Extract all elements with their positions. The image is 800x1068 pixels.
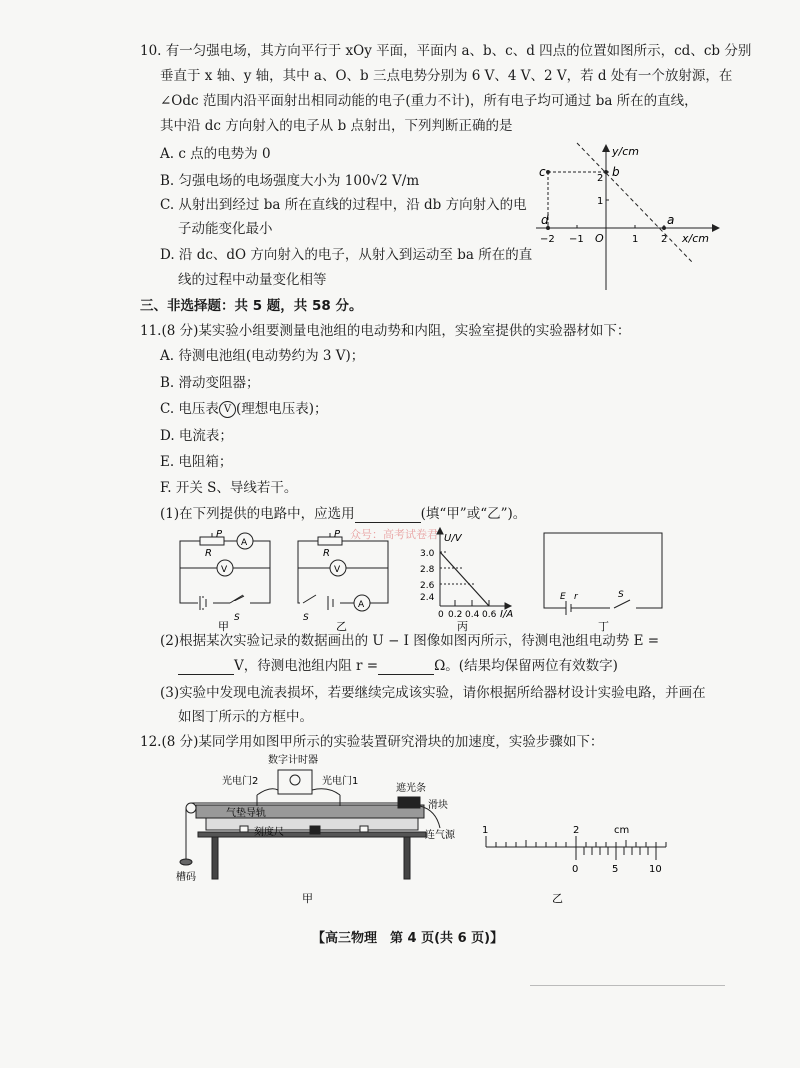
x-tick-1: 1 (632, 234, 639, 245)
q10-line4: 其中沿 dc 方向射入的电子从 b 点射出，下列判断正确的是 (160, 118, 513, 134)
x-tick-neg1: −1 (569, 234, 584, 245)
q10-option-a: A. c 点的电势为 0 (160, 146, 271, 162)
u-tick-2.8: 2.8 (420, 565, 435, 575)
q10-option-c-line2: 子动能变化最小 (178, 221, 273, 237)
point-c-label: c (539, 165, 546, 179)
y-axis-label: y/cm (612, 145, 639, 158)
vernier-caliper (486, 836, 666, 860)
q11-stem: 11.(8 分)某实验小组要测量电池组的电动势和内阻，实验室提供的实验器材如下： (140, 323, 631, 339)
vernier-10: 10 (649, 864, 662, 875)
ammeter-a-label-2: A (358, 600, 365, 610)
i-tick-0.6: 0.6 (482, 610, 497, 620)
internal-r-label: r (574, 592, 578, 602)
voltmeter-v-label: V (221, 565, 228, 575)
label-ruler: 刻度尺 (254, 827, 284, 838)
slider-p-label: P (216, 529, 223, 540)
q10-line2: 垂直于 x 轴、y 轴，其中 a、O、b 三点电势分别为 6 V、4 V、2 V，若 d 处有一个放射源，在 (160, 68, 733, 84)
q11-item-d: D. 电流表； (160, 428, 233, 444)
section-heading: 三、非选择题：共 5 题，共 58 分。 (140, 298, 363, 314)
i-tick-0: 0 (438, 610, 444, 620)
u-tick-3.0: 3.0 (420, 549, 435, 559)
label-timer: 数字计时器 (268, 755, 318, 766)
point-d-label: d (541, 213, 549, 227)
apparatus-jia-caption: 甲 (302, 892, 313, 905)
vernier-0: 0 (572, 864, 579, 875)
q10-line1: 10. 有一匀强电场，其方向平行于 xOy 平面，平面内 a、b、c、d 四点的位置如图所示，cd、cb 分别 (140, 43, 752, 59)
main-scale-1: 1 (482, 825, 489, 836)
label-track: 气垫导轨 (226, 808, 266, 819)
caliper-yi-caption: 乙 (552, 892, 563, 905)
label-weight: 槽码 (176, 872, 196, 883)
graph-bing-caption: 丙 (457, 620, 468, 633)
i-tick-0.2: 0.2 (448, 610, 463, 620)
switch-s-label: S (234, 613, 240, 623)
q10-option-d-line1: D. 沿 dc、dO 方向射入的电子，从射入到运动至 ba 所在的直 (160, 247, 533, 263)
voltmeter-v-label-2: V (334, 565, 341, 575)
q11-part2-b: Ω。(结果均保留两位有效数字) (434, 658, 618, 674)
ammeter-a-label: A (241, 538, 248, 548)
main-scale-unit: cm (614, 825, 630, 836)
q10-option-d-line2: 线的过程中动量变化相等 (178, 272, 327, 288)
q10-option-b: B. 匀强电场的电场强度大小为 100√2 V/m (160, 173, 420, 189)
u-tick-2.4: 2.4 (420, 593, 435, 603)
rheostat-r-label: R (205, 548, 212, 559)
label-gate-1: 光电门1 (322, 776, 359, 787)
watermark-text: 众号：高考试卷君 (350, 528, 438, 541)
point-a-label: a (667, 213, 675, 227)
q11-item-f: F. 开关 S、导线若干。 (160, 480, 298, 496)
page-footer: 【高三物理 第 4 页(共 6 页)】 (312, 931, 504, 946)
q11-part2-line1: (2)根据某次实验记录的数据画出的 U − I 图像如图丙所示，待测电池组电动势 E = (160, 633, 660, 649)
rheostat-r-label-2: R (323, 548, 330, 559)
q11-item-c-post: (理想电压表)； (235, 401, 328, 417)
emf-e-label: E (560, 592, 566, 602)
label-gate-2: 光电门2 (222, 776, 259, 787)
q11-part2-a: V，待测电池组内阻 r = (234, 658, 379, 674)
y-tick-2: 2 (597, 173, 604, 184)
q11-item-b: B. 滑动变阻器； (160, 375, 260, 391)
slider-p-label-2: P (334, 529, 341, 540)
x-axis-label: x/cm (682, 232, 709, 245)
q11-part1-pre: (1)在下列提供的电路中，应选用 (160, 506, 355, 522)
footer-rule (530, 985, 725, 986)
q11-part3-line1: (3)实验中发现电流表损坏，若要继续完成该实验，请你根据所给器材设计实验电路，并画在 (160, 685, 706, 701)
circuit-jia-caption: 甲 (218, 620, 229, 633)
u-axis-label: U/V (444, 533, 462, 544)
box-ding-caption: 丁 (598, 620, 609, 633)
q11-part3-line2: 如图丁所示的方框中。 (178, 709, 313, 725)
main-scale-2: 2 (573, 825, 580, 836)
y-tick-1: 1 (597, 196, 604, 207)
u-tick-2.6: 2.6 (420, 581, 435, 591)
label-shade: 遮光条 (396, 783, 426, 794)
q11-item-c-pre: C. 电压表 (160, 401, 219, 417)
q11-item-e: E. 电阻箱； (160, 454, 233, 470)
switch-s-label-3: S (618, 590, 624, 600)
vernier-5: 5 (612, 864, 619, 875)
circuit-yi-caption: 乙 (336, 620, 347, 633)
switch-s-label-2: S (303, 613, 309, 623)
x-tick-neg2: −2 (540, 234, 555, 245)
x-tick-2: 2 (661, 234, 668, 245)
label-air-source: 连气源 (425, 830, 455, 841)
q12-stem: 12.(8 分)某同学用如图甲所示的实验装置研究滑块的加速度，实验步骤如下： (140, 734, 604, 750)
origin-label: O (595, 232, 604, 245)
q11-part1-post: (填“甲”或“乙”)。 (420, 506, 527, 522)
i-axis-label: I/A (500, 609, 514, 620)
q10-option-c-line1: C. 从射出到经过 ba 所在直线的过程中，沿 db 方向射入的电 (160, 197, 527, 213)
point-b-label: b (612, 165, 620, 179)
label-slider: 滑块 (428, 800, 448, 811)
i-tick-0.4: 0.4 (465, 610, 480, 620)
voltmeter-icon: V (219, 401, 236, 418)
q10-line3: ∠Odc 范围内沿平面射出相同动能的电子(重力不计)，所有电子均可通过 ba 所在的直线， (160, 93, 698, 109)
q11-item-a: A. 待测电池组(电动势约为 3 V)； (160, 348, 365, 364)
